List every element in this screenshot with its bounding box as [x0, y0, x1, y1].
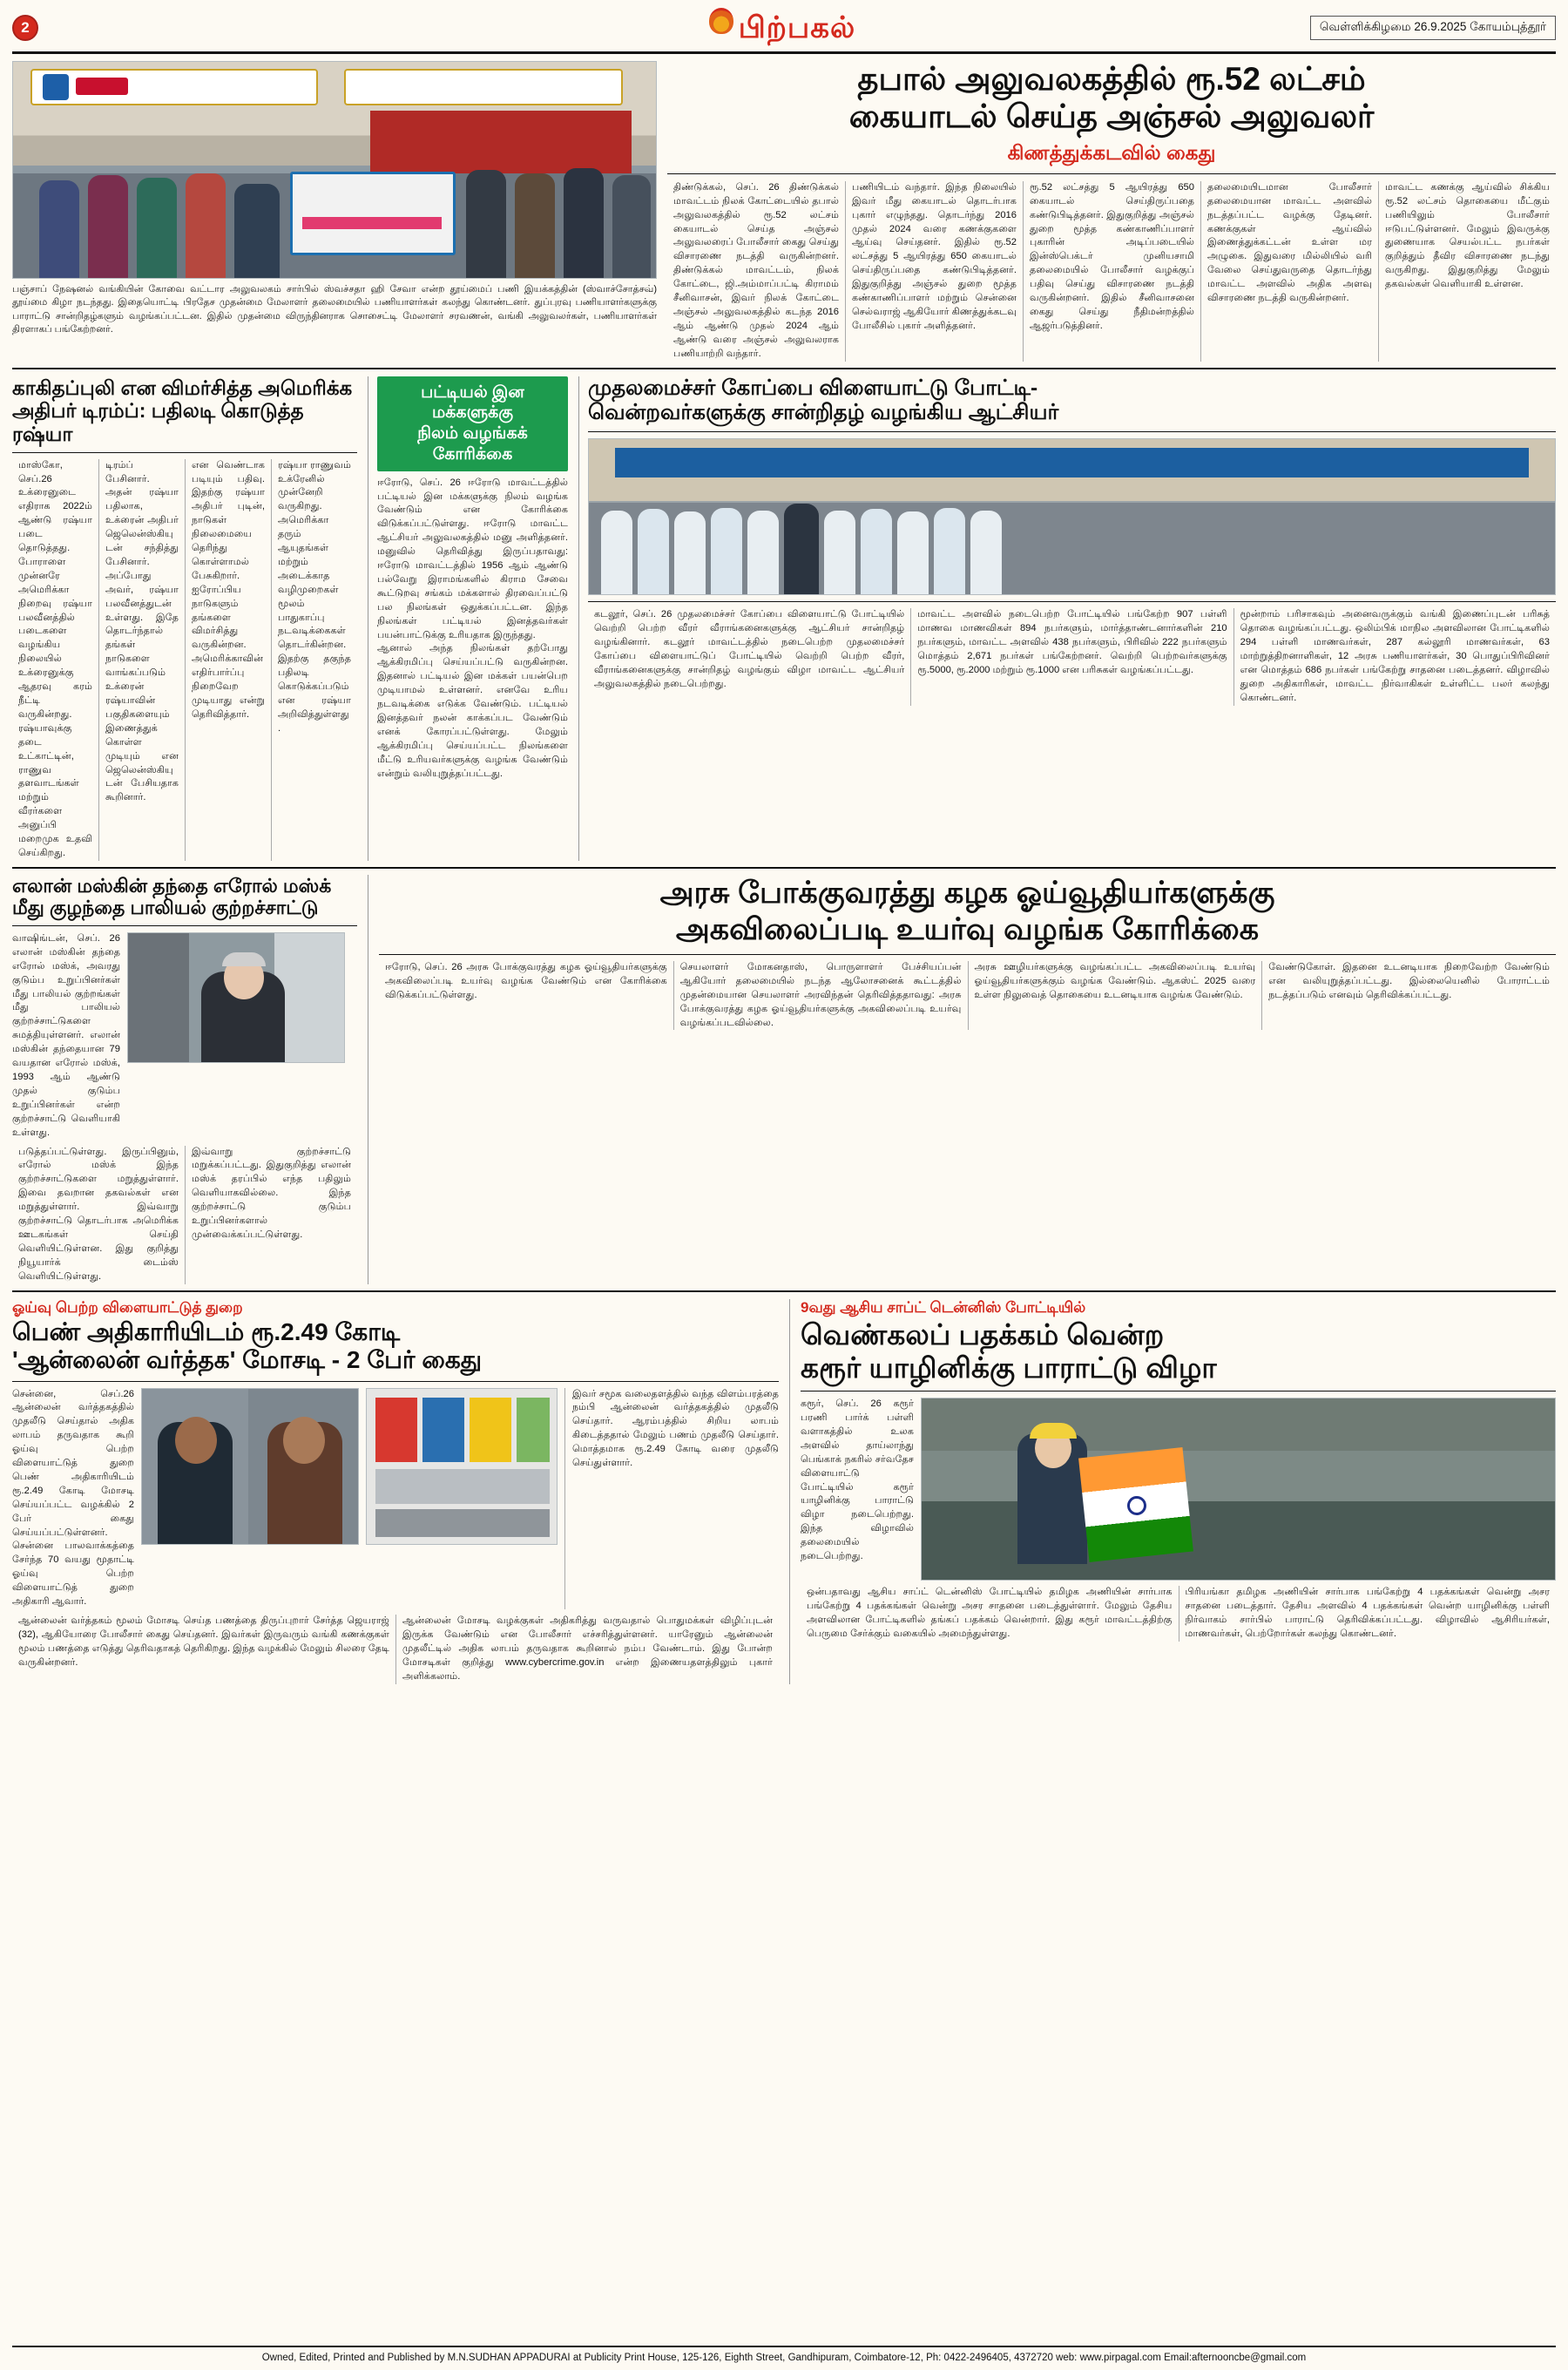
fraud-col-1: சென்னை, செப்.26 ஆன்லைன் வர்த்தகத்தில் முதலீடு செய்தால் அதிக லாபம் தருவதாக கூறி ஓய்வு பெற்ற விளையாட்டுத் துறை பெண் அதிகாரியிடம் ரூ.2.49 கோடி மோசடி செய்யப்பட்ட வழக்கில் 2 பேர் கைது செய்யப்பட்டுள்ளனர். சென்னை பாலவாக்கத்தை சேர்ந்த 70 வயது மூதாட்டி ஓய்வு பெற்ற விளையாட்டுத் துறை அதிகாரி ஆவார். — [12, 1388, 134, 1608]
cm-trophy-col-1: கடலூர், செப். 26 முதலமைச்சர் கோப்பை விளையாட்டு போட்டியில் வெற்றி பெற்ற வீரர் வீராங்கனைகளுக்கு ஆட்சியர் சான்றிதழ் வழங்கினார். கடலூர் மாவட்டத்தில் நடைபெற்ற முதலமைச்சர் கோப்பை விளையாட்டுப் போட்டியில் வெற்றி பெற்ற வீரர், வீராங்கனைகளுக்கு சான்றிதழ் வழங்கும் விழா மாவட்ட ஆட்சியர் அலுவலகத்தில் நடைபெற்றது. — [594, 609, 905, 689]
lead-headline-line1: தபால் அலுவலகத்தில் ரூ.52 லட்சம் — [857, 61, 1366, 97]
masthead — [12, 9, 1556, 54]
fraud-seized-items-photo — [366, 1388, 558, 1545]
fraud-headline-line2: 'ஆன்லைன் வர்த்தக' மோசடி - 2 பேர் கைது — [12, 1346, 483, 1374]
lead-col-3: ரூ.52 லட்சத்து 5 ஆயிரத்து 650 கையாடல் செய்திருப்பதை கண்டுபிடித்தனர். இதுகுறித்து அஞ்சல் துறை மூத்த கண்காணிப்பாளர் புகாரின் அடிப்படையில் இன்ஸ்பெக்டர் முனியசாமி தலைமையில் போலீசார் வழக்குப் பதிவு செய்து விசாரணை நடத்தி வருகின்றனர். இதில் சீனிவாசனை கைது செய்து நீதிமன்றத்தில் ஆஜர்படுத்தினர். — [1023, 181, 1200, 362]
trump-col-1: மாஸ்கோ, செப்.26 உக்ரைனுடை எதிராக 2022ம் ஆண்டு ரஷ்யா படை தொடுத்தது. போராளை முன்னரே அமெரிக்கா நிறைவு ரஷ்யா பலவீனத்தில் படைகளை வழங்கிய நிலையில் உக்ரைனுக்கு ஆதரவு கரம் நீட்டி வருகின்றது. ரஷ்யாவுக்கு தடை உட்காட்டின், ராணுவ தளவாடங்கள் மற்றும் வீரர்களை அனுப்பி மறைமுக உதவி செய்கிறது. — [18, 459, 92, 858]
cm-trophy-headline-line1: முதலமைச்சர் கோப்பை விளையாட்டு போட்டி- — [588, 376, 1038, 400]
pension-col-3: அரசு ஊழியர்களுக்கு வழங்கப்பட்ட அகவிலைப்படி உயர்வு ஓய்வூதியர்களுக்கும் வழங்க வேண்டும். ஆகஸ்ட் 2025 வரை உள்ள நிலுவைத் தொகையை உடனடியாக வழங்க வேண்டும். — [968, 961, 1262, 1031]
lead-col-5: மாவட்ட கணக்கு ஆய்வில் சிக்கிய ரூ.52 லட்சம் தொகையை மீட்கும் பணியிலும் போலீசார் ஈடுபட்டுள்ளனர். மேலும் இவருக்கு துணையாக செயல்பட்ட நபர்கள் குறித்தும் தீவிர விசாரணை நடந்து வருகிறது. இதுகுறித்து மேலும் தகவல்கள் வெளியாகி உள்ளன. — [1378, 181, 1556, 362]
pension-headline-line1: அரசு போக்குவரத்து கழக ஓய்வூதியர்களுக்கு — [659, 875, 1275, 910]
pension-headline-line2: அகவிலைப்படி உயர்வு வழங்க கோரிக்கை — [675, 911, 1260, 946]
story-transport-pension — [368, 875, 1556, 1284]
tennis-headline-line1: வெண்கலப் பதக்கம் வென்ற — [801, 1317, 1165, 1351]
musk-headline-line1: எலான் மஸ்கின் தந்தை எரோல் மஸ்க் — [12, 874, 332, 897]
cm-trophy-col-2: மாவட்ட அளவில் நடைபெற்ற போட்டியில் பங்கேற்ற 907 பள்ளி மாணவ மாணவிகள் 894 நபர்களும், மார்த்தாண்டனார்களின் 210 நபர்களும், மாவட்ட அளவில் 438 நபர்களும், பிரிவில் 222 நபர்களும் மொத்தம் 2,671 நபர்கள் பங்கேற்றனர். வெற்றி பெற்றவர்களுக்கு ரூ.5000, ரூ.2000 மற்றும் ரூ.1000 என பரிசுகள் வழங்கப்பட்டது. — [910, 608, 1233, 705]
lead-subhead: கிணத்துக்கடவில் கைது — [1007, 140, 1216, 164]
fraud-kicker: ஓய்வு பெற்ற விளையாட்டுத் துறை — [12, 1298, 243, 1316]
imprint-text: Owned, Edited, Printed and Published by M.N.SUDHAN APPADURAI at Publicity Print House, 125-126, Eighth Street, Gandhipuram, Coimbatore-12, Ph: 0422-2496405, 4372720 web: www.pirpagal.com Email:afternooncbe@gmail.com — [261, 2353, 1307, 2363]
lead-body-columns — [667, 181, 1556, 362]
sun-logo-icon — [709, 8, 733, 34]
musk-col-2: படுத்தப்பட்டுள்ளது. இருப்பினும், எரோல் மஸ்க் இந்த குற்றச்சாட்டுகளை மறுத்துள்ளார். இவை தவறான தகவல்கள் என மறுத்துள்ளார். இவ்வாறு குற்றச்சாட்டு தொடர்பாக அமெரிக்க ஊடகங்கள் செய்தி வெளியிட்டுள்ளன. இது குறித்து நியூயார்க் டைம்ஸ் வெளியிட்டுள்ளது. — [18, 1146, 179, 1282]
section-row-4 — [12, 1299, 1556, 1684]
musk-col-3: இவ்வாறு குற்றச்சாட்டு மறுக்கப்பட்டது. இதுகுறித்து எலான் மஸ்க் தரப்பில் எந்த பதிலும் வெளியாகவில்லை. இந்த குற்றச்சாட்டு குடும்ப உறுப்பினர்களால் முன்வைக்கப்பட்டுள்ளது. — [185, 1146, 357, 1284]
cm-trophy-photo — [588, 438, 1556, 595]
sc-land-col-1: ஈரோடு, செப். 26 ஈரோடு மாவட்டத்தில் பட்டியல் இன மக்களுக்கு நிலம் வழங்க வேண்டும் என கோரிக்கை விடுக்கப்பட்டுள்ளது. ஈரோடு மாவட்ட ஆட்சியர் அலுவலகத்தில் மனு அளித்தனர். மனுவில் தெரிவித்து இருப்பதாவது: ஈரோடு மாவட்டத்தில் 1956 ஆம் ஆண்டு பல்வேறு இராமங்களில் கிராம சேவை கூட்டுறவு சங்கம் மக்களால் திரவைப்பட்டு பல நிலங்கள் ஒதுக்கப்பட்டன. இந்த நிலங்கள் பட்டியல் இனத்தவர்கள் பயன்பாட்டுக்கு உரியதாக இருந்தது. — [377, 477, 568, 640]
story-cm-trophy — [578, 376, 1556, 861]
lead-photo-block — [12, 61, 657, 362]
lead-photo — [12, 61, 657, 279]
tennis-kicker: 9வது ஆசிய சாப்ட் டென்னிஸ் போட்டியில் — [801, 1298, 1086, 1316]
page-footer — [12, 2346, 1556, 2363]
section-row-3 — [12, 875, 1556, 1284]
lead-headline-line2: கையாடல் செய்த அஞ்சல் அலுவலர் — [848, 98, 1375, 134]
pension-col-4: வேண்டுகோள். இதனை உடனடியாக நிறைவேற்ற வேண்டும் என வலியுறுத்தப்பட்டது. இல்லையெனில் போராட்டம் நடத்தப்படும் எனவும் தெரிவிக்கப்பட்டது. — [1261, 961, 1556, 1031]
story-sc-land — [368, 376, 568, 861]
sc-land-col-2: ஆனால் அந்த நிலங்கள் தற்போது ஆக்கிரமிப்பு செய்யப்பட்டு வருகின்றன. இதனால் பட்டியல் இன மக்கள் பயன்பெற முடியாமல் உள்ளனர். எனவே உரிய நடவடிக்கை எடுக்க வேண்டும். பட்டியல் இனத்தவர் நலன் காக்கப்பட வேண்டும் எனக் கோரப்பட்டுள்ளது. மேலும் ஆக்கிரமிப்பு செய்யப்பட்ட நிலங்களை மீட்டு உரியவர்களுக்கு வழங்க வேண்டும் என்றும் வலியுறுத்தப்பட்டது. — [377, 643, 568, 779]
trump-headline-line1: காகிதப்புலி என விமர்சித்த அமெரிக்க — [12, 376, 353, 399]
fraud-col-4: ஆன்லைன் மோசடி வழக்குகள் அதிகரித்து வருவதால் பொதுமக்கள் விழிப்புடன் இருக்க வேண்டும் என போலீசார் எச்சரித்துள்ளனர். யாரேனும் ஆன்லைன் முதலீட்டில் அதிக லாபம் தருவதாக கூறினால் நம்ப வேண்டாம். இது போன்ற மோசடிகள் குறித்து www.cybercrime.gov.in என்ற இணையதளத்திலும் புகார் அளிக்கலாம். — [395, 1615, 779, 1684]
trump-body-columns — [12, 459, 357, 861]
sc-land-headline-line2: நிலம் வழங்கக் கோரிக்கை — [417, 424, 528, 464]
musk-col-1: வாஷிங்டன், செப். 26 எலான் மஸ்கின் தந்தை எரோல் மஸ்க், அவரது குடும்ப உறுப்பினர்கள் மீது பாலியல் குற்றங்கள் மீது பாலியல் குற்றச்சாட்டுகளை சுமத்தியுள்ளனர். எலான் மஸ்கின் தந்தையான 79 வயதான எரோல் மஸ்க், 1993 ஆம் ஆண்டு முதல் குடும்ப உறுப்பினர்கள் என்ற குற்றச்சாட்டு வெளியாகி உள்ளது. — [12, 932, 120, 1138]
newspaper-title: பிற்பகல் — [738, 10, 856, 44]
issue-date: வெள்ளிக்கிழமை 26.9.2025 கோயம்புத்தூர் — [1310, 16, 1556, 40]
masthead-left — [12, 15, 387, 41]
tennis-headline-line2: கரூர் யாழினிக்கு பாராட்டு விழா — [801, 1351, 1217, 1384]
musk-headline-line2: மீது குழந்தை பாலியல் குற்றச்சாட்டு — [12, 897, 319, 919]
cm-trophy-body-columns — [588, 608, 1556, 705]
sc-land-headline-line1: பட்டியல் இன மக்களுக்கு — [421, 383, 524, 423]
tennis-body-columns — [801, 1586, 1556, 1642]
musk-body-columns — [12, 1146, 357, 1284]
sc-land-headline — [377, 376, 568, 471]
pension-col-1: ஈரோடு, செப். 26 அரசு போக்குவரத்து கழக ஓய்வூதியர்களுக்கு அகவிலைப்படி உயர்வு வழங்க வேண்டும் என கோரிக்கை விடுக்கப்பட்டுள்ளது. — [385, 961, 667, 1000]
masthead-right — [1181, 16, 1556, 40]
fraud-col-3: ஆன்லைன் வர்த்தகம் மூலம் மோசடி செய்த பணத்தை திருப்புறார் சேர்த்த ஜெயராஜ் (32), ஆகியோரை போலீசார் கைது செய்தனர். இவர்கள் இருவரும் வங்கி கணக்குகள் மூலம் பணத்தை எடுத்து தெரிவதாகத் தெரிகிறது. இந்த வழக்கில் மேலும் சிலரை தேடி வருகின்றனர். — [18, 1615, 389, 1668]
trump-col-2: டிரம்ப் பேசினார். அதன் ரஷ்யா பதிலாக, உக்ரைன் அதிபர் ஜெலென்ஸ்கியுடன் சந்தித்து பேசினார். அப்போது அவர், ரஷ்யா பலவீனத்துடன் உள்ளது. இதே தொடர்ந்தால் தங்கள் நாடுகளை வாங்கப்படும் உக்ரைன் ரஷ்யாவின் பகுதிகளையும் இணைத்துக் கொள்ள முடியும் என ஜெலென்ஸ்கியுடன் பேசியதாக கூறினார். — [98, 459, 185, 861]
trump-col-4: ரஷ்யா ராணுவம் உக்ரேனில் முன்னேறி வருகிறது. அமெரிக்கா தரும் ஆயுதங்கள் மற்றும் அடைக்காத வழிமுறைகள் மூலம் பாதுகாப்பு நடவடிக்கைகள் தொடர்கின்றன. இதற்கு தகுந்த பதிலடி கொடுக்கப்படும் என ரஷ்யா அறிவித்துள்ளது. — [271, 459, 357, 861]
fraud-accused-photo — [141, 1388, 359, 1545]
cm-trophy-col-3: மூன்றாம் பரிசாகவும் அனைவருக்கும் வங்கி இணைப்புடன் பரிசுத் தொகை வழங்கப்பட்டது. ஒலிம்பிக் மாநில அளவிலான போட்டிகளில் 294 பள்ளி மாணவர்கள், 287 கல்லூரி மாணவர்கள், 63 மாற்றுத்திறனாளிகள், 12 அரசு பணியாளர்கள், 30 பொதுப்பிரிவினர் என மொத்தம் 686 நபர்கள் பங்கேற்று சாதனை படைத்தனர். விழாவில் துறை அதிகாரிகள், மாவட்ட நிர்வாகிகள் உள்ளிட்ட பலர் கலந்து கொண்டனர். — [1233, 608, 1556, 705]
masthead-center — [387, 10, 1181, 44]
fraud-headline-line1: பெண் அதிகாரியிடம் ரூ.2.49 கோடி — [12, 1317, 401, 1345]
lead-col-4: தலைமையிடமான போலீசார் தலைமையான மாவட்ட அளவில் நடத்தப்பட்ட வழக்கு தேடினர். கணக்குகள் ஆய்வில் இணைத்துக்கட்டன் உள்ள மர அழுகை. இதுவரை மில்லியில் வரி வேலை செய்துவருதை தொடர்ந்து மாவட்ட அளவில் அதிக அளவு விசாரணை நடத்தி வருகின்றனர். — [1200, 181, 1378, 362]
section-row-2 — [12, 376, 1556, 861]
story-musk — [12, 875, 357, 1284]
story-trump — [12, 376, 357, 861]
pension-col-2: செயலாளர் மோகனதாஸ், பொருளாளர் பேச்சியப்பன் ஆகியோர் தலைமையில் நடந்த ஆலோசனைக் கூட்டத்தில் முதன்மையான செயலாளர் அரவிந்தன் தெரிவித்ததாவது: அரசு போக்குவரத்து கழக ஓய்வூதியர்களுக்கு அகவிலைப்படி உயர்வு வழங்கப்படவில்லை. — [673, 961, 968, 1031]
tennis-col-1: கரூர், செப். 26 கரூர் பரணி பார்க் பள்ளி வளாகத்தில் உலக அளவில் தாய்லாந்து பெங்காக் நகரில் சர்வதேச விளையாட்டு போட்டியில் கரூர் யாழினிக்கு பாராட்டு விழா நடைபெற்றது. இந்த விழாவில் தலைமையில் நடைபெற்றது. — [801, 1398, 914, 1562]
page-number-badge: 2 — [12, 15, 38, 41]
tennis-col-2: ஒன்பதாவது ஆசிய சாப்ட் டென்னிஸ் போட்டியில் தமிழக அணியின் சார்பாக பங்கேற்று 4 பதக்கங்கள் வென்று அசர சாதனை படைத்துள்ளார். மேலும் தேசிய அளவிலான போட்டிகளில் தங்கப் பதக்கம் வென்றார். இது கரூர் மாவட்டத்திற்கு பெருமை சேர்க்கும் வகையில் அமைந்துள்ளது. — [807, 1587, 1173, 1639]
newspaper-logo — [713, 10, 856, 44]
lead-col-2: பணியிடம் வந்தார். இந்த நிலையில் இவர் மீது கையாடல் தொடர்பாக புகார் எழுந்தது. தொடர்ந்து 2016 முதல் 2024 வரை கணக்குகளை ஆய்வு செய்தனர். இதில் ரூ.52 லட்சத்து 5 ஆயிரத்து 650 கையாடல் செய்திருப்பதை கண்டுபிடித்தனர். இதுகுறித்து அஞ்சல் துறை மூத்த கண்காணிப்பாளர் மற்றும் சென்னை செல்வராஜ் ஆகியோர் கிணத்துக்கடவு போலீசில் புகார் அளித்தனர். — [845, 181, 1023, 362]
trump-headline-line2: அதிபர் டிரம்ப்: பதிலடி கொடுத்த ரஷ்யா — [12, 399, 304, 445]
lead-photo-caption: பஞ்சாப் நேஷனல் வங்கியின் கோவை வட்டார அலுவலகம் சார்பில் ஸ்வச்சதா ஹி சேவா என்ற தூய்மைப் பணி இயக்கத்தின் (ஸ்வாச்சோத்சவ்) தூய்மை கிழா நடந்தது. இதையொட்டி பிரதேச முதன்மை மேலாளர் தலைமையில் பணியாளர்கள் கலந்து கொண்டனர். துப்புரவு பணியாளர்களுக்கு பாராட்டு சான்றிதழ்களும் வழங்கப்பட்டன. இதில் முதன்மை விருந்தினராக சொசைட்டி மேலாளர் சரவணன், வங்கி அலுவலர்கள், பணியாளர்கள் திரளாகப் பங்கேற்றனர். — [12, 284, 657, 335]
tennis-col-3: பிரியங்கா தமிழக அணியின் சார்பாக பங்கேற்று 4 பதக்கங்கள் வென்று அசர சாதனை படைத்தார். தேசிய அளவில் 4 பதக்கங்கள் வென்ற யாழினிக்கு பள்ளி நிர்வாகம் சார்பில் பாராட்டு தெரிவிக்கப்பட்டது. விழாவில் ஆசிரியர்கள், மாணவர்கள், பெற்றோர்கள் கலந்து கொண்டனர். — [1179, 1586, 1557, 1642]
pension-body-columns — [379, 961, 1556, 1031]
story-soft-tennis — [789, 1299, 1556, 1684]
lead-story-text — [667, 61, 1556, 362]
lead-col-1: திண்டுக்கல், செப். 26 திண்டுக்கல் மாவட்டம் நிலக் கோட்டையில் தபால் அலுவலகத்தில் ரூ.52 லட்சம் கையாடல் செய்த அஞ்சல் அலுவலரைப் போலீசார் கைது செய்து விசாரணை நடத்தி வருகின்றனர். திண்டுக்கல் மாவட்டம், நிலக் கோட்டை, ஜி.அம்மாப்பட்டி கிராமம் சீனிவாசன், இவர் நிலக் கோட்டை அஞ்சல் அலுவலகத்தில் கடந்த 2016 ஆம் ஆண்டு முதல் 2024 ஆம் ஆண்டு வரை அஞ்சல் அலுவலராக பணியாற்றி வந்தார். — [673, 181, 839, 359]
trump-col-3: என வெண்டாக படியும் பதிவு. இதற்கு ரஷ்யா அதிபர் புடின், நாடுகள் நிலைமையை தெரிந்து கொள்ளாமல் பேசுகிறார். ஐரோப்பிய நாடுகளும் தங்களை விமர்சித்து வருகின்றன. அமெரிக்காவின் எதிர்பார்ப்பு நிறைவேற முடியாது என்று தெரிவித்தார். — [185, 459, 271, 861]
section-lead-story — [12, 61, 1556, 362]
cm-trophy-headline-line2: வென்றவர்களுக்கு சான்றிதழ் வழங்கிய ஆட்சியர் — [588, 401, 1059, 424]
story-online-fraud — [12, 1299, 779, 1684]
fraud-col-2: இவர் சமூக வலைதளத்தில் வந்த விளம்பரத்தை நம்பி ஆன்லைன் வர்த்தகத்தில் முதலீடு செய்தார். ஆரம்பத்தில் சிறிய லாபம் கிடைத்ததால் மேலும் பணம் முதலீடு செய்தார். மொத்தமாக ரூ.2.49 கோடி வரை முதலீடு செய்துள்ளார். — [564, 1388, 779, 1610]
fraud-body-columns — [12, 1615, 779, 1684]
musk-photo — [127, 932, 345, 1063]
tennis-award-photo — [921, 1398, 1556, 1581]
